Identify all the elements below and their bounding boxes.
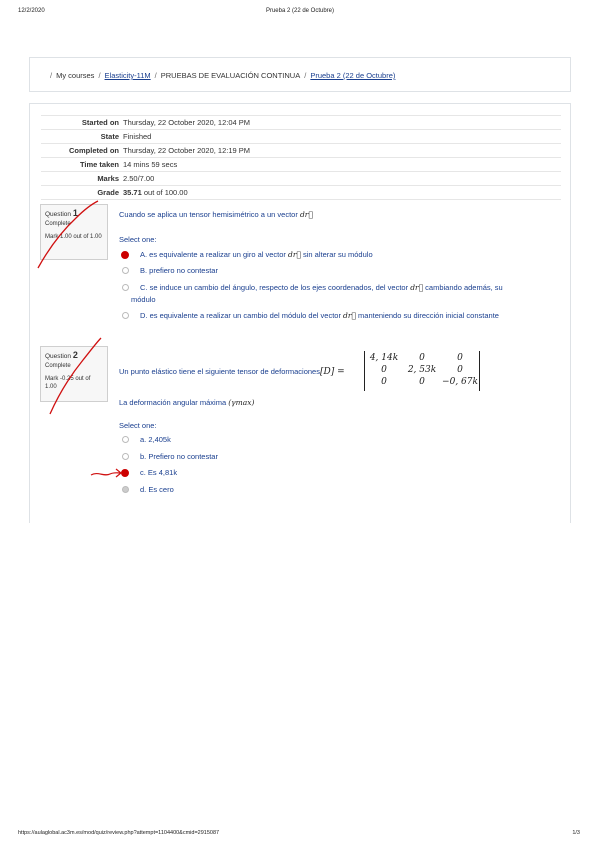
breadcrumb-course-link[interactable]: Elasticity-11M — [104, 71, 151, 80]
print-page-number: 1/3 — [572, 830, 580, 836]
strain-tensor-matrix: 4, 14k 0 0 0 2, 53k 0 0 0 −0, 67k — [364, 351, 480, 391]
pen-arrow-annotation-icon — [90, 466, 124, 480]
attempt-summary-table — [41, 115, 561, 200]
radio-icon[interactable] — [122, 267, 129, 274]
breadcrumb-quiz-link[interactable]: Prueba 2 (22 de Octubre) — [310, 71, 396, 80]
question-2-select-label: Select one: — [119, 421, 157, 430]
print-url: https://aulaglobal.ac3m.es/mod/quiz/review.php?attempt=1104400&cmid=2915087 — [18, 830, 220, 836]
question-1-number: 1 — [72, 208, 78, 218]
radio-icon[interactable] — [122, 284, 129, 291]
radio-icon[interactable] — [122, 453, 129, 460]
breadcrumb-section[interactable]: PRUEBAS DE EVALUACIÓN CONTINUA — [160, 71, 301, 80]
question-2-state: Complete — [45, 363, 71, 369]
summary-row-grade: Grade 35.71 out of 100.00 — [41, 186, 561, 200]
print-footer — [0, 830, 600, 842]
question-2-info: Question 2 Complete Mark -0.25 out of 1.00 — [40, 346, 108, 402]
summary-row-started: Started on Thursday, 22 October 2020, 12:04 PM — [41, 115, 561, 130]
question-2-number: 2 — [72, 350, 78, 360]
pen-annotation-q1 — [36, 200, 106, 272]
question-1-text: Cuando se aplica un tensor hemisimétrico a un vector dr⃗ — [119, 210, 313, 219]
radio-icon[interactable] — [122, 312, 129, 319]
question-2-text: Un punto elástico tiene el siguiente tensor de deformaciones[D] = — [119, 367, 345, 377]
radio-selected-icon[interactable] — [121, 251, 129, 259]
print-date: 12/2/2020 — [18, 8, 45, 14]
breadcrumb-bar — [29, 57, 571, 92]
question-1-state: Complete — [45, 221, 71, 227]
question-2-subtext: La deformación angular máxima (γmax) — [119, 398, 255, 407]
question-1-info: Question 1 Complete Mark 1.00 out of 1.00 — [40, 204, 108, 260]
question-1-option-c-line2: módulo — [131, 295, 156, 304]
radio-icon[interactable] — [122, 436, 129, 443]
question-2-mark: Mark -0.25 out of 1.00 — [45, 376, 91, 390]
question-1-select-label: Select one: — [119, 235, 157, 244]
print-title: Prueba 2 (22 de Octubre) — [265, 8, 335, 14]
summary-row-completed: Completed on Thursday, 22 October 2020, 12:19 PM — [41, 144, 561, 158]
summary-row-time: Time taken 14 mins 59 secs — [41, 158, 561, 172]
summary-row-state: State Finished — [41, 130, 561, 144]
breadcrumb-my-courses[interactable]: My courses — [56, 71, 95, 80]
pen-annotation-q2 — [48, 336, 108, 416]
question-1-mark: Mark 1.00 out of 1.00 — [45, 234, 102, 240]
summary-row-marks: Marks 2.50/7.00 — [41, 172, 561, 186]
breadcrumb: / My courses / Elasticity-11M / PRUEBAS DE EVALUACIÓN CONTINUA / Prueba 2 (22 de Octubre) — [50, 71, 396, 80]
radio-icon[interactable] — [122, 486, 129, 493]
print-header — [0, 8, 600, 20]
